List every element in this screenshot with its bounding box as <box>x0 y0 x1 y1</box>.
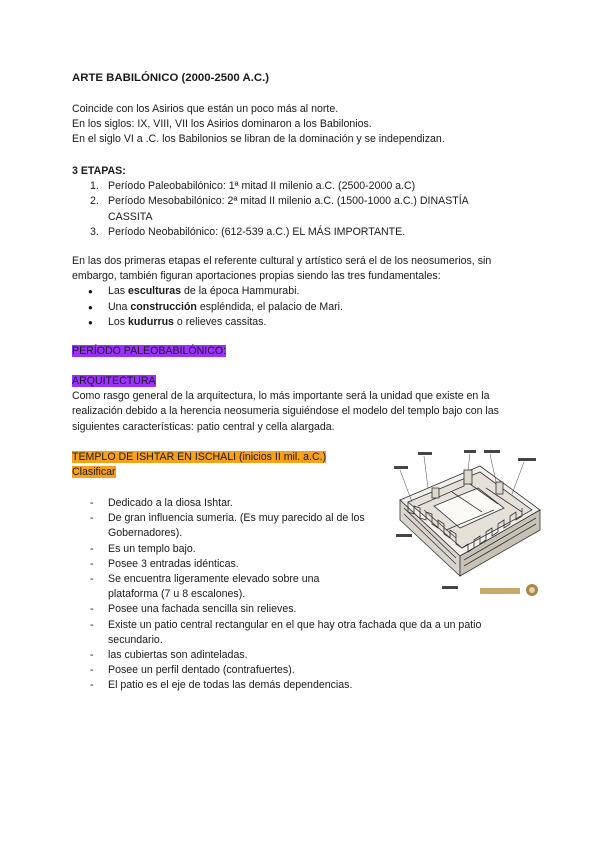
section-paleo <box>72 344 226 359</box>
temple-heading: TEMPLO DE ISHTAR EN ISCHALI (inicios II mil. a.C.) <box>72 451 327 463</box>
stage-item <box>72 194 512 224</box>
stage-text: Período Paleobabilónico: 1ª mitad II milenio a.C. (2500-2000 a.C) <box>108 180 416 193</box>
bullet-item <box>72 315 491 330</box>
intro-line: En los siglos: IX, VIII, VII los Asirios dominaron a los Babilonios. <box>72 118 372 131</box>
bullet-pre: Una <box>108 300 131 313</box>
stage-number: 2. <box>90 195 99 208</box>
feature-item <box>72 618 481 648</box>
feature-item <box>72 663 481 678</box>
influence-line: En las dos primeras etapas el referente cultural y artístico será el de los neosumerios, sin <box>72 255 492 267</box>
architecture-heading: ARQUITECTURA <box>72 375 156 387</box>
feature-line: Gobernadores). <box>108 527 183 540</box>
feature-item <box>72 678 481 693</box>
feature-line: - Es un templo bajo. <box>108 542 196 555</box>
influence-paragraph <box>72 254 491 330</box>
feature-line: - Posee un perfil dentado (contrafuertes). <box>108 664 295 677</box>
influence-bullets <box>72 284 491 330</box>
bullet-bold: construcción <box>130 300 197 313</box>
intro-paragraph <box>72 102 445 148</box>
temple-section <box>72 450 326 480</box>
stage-text: Período Neobabilónico: (612-539 a.C.) EL MÁS IMPORTANTE. <box>108 225 406 238</box>
feature-line: secundario. <box>108 633 163 646</box>
bullet-post: espléndida, el palacio de Mari. <box>196 300 343 313</box>
bullet-pre: Los <box>108 315 129 328</box>
feature-line: - Posee 3 entradas idénticas. <box>108 557 239 570</box>
classify-label: Clasificar <box>72 466 116 479</box>
architecture-line: Como rasgo general de la arquitectura, lo más importante será la unidad que existe en la <box>72 390 490 403</box>
document-title: ARTE BABILÓNICO (2000-2500 A.C.) <box>72 72 270 84</box>
temple-plan-illustration <box>394 448 544 606</box>
intro-line: Coincide con los Asirios que están un poco más al norte. <box>72 103 339 115</box>
stage-text: Período Mesobabilónico: 2ª mitad II milenio a.C. (1500-1000 a.C.) DINASTÍA CASSITA <box>108 195 469 223</box>
bullet-item <box>72 284 491 299</box>
intro-line: En el siglo VI a .C. los Babilonios se libran de la dominación y se independizan. <box>72 133 445 146</box>
stage-item <box>72 225 512 240</box>
feature-line: - Dedicado a la diosa Ishtar. <box>108 497 233 509</box>
architecture-line: realización debido a la herencia neosumeria siguiéndose el modelo del templo bajo con las <box>72 405 499 418</box>
stages-heading: 3 ETAPAS: <box>72 165 126 177</box>
bullet-bold: kudurrus <box>128 315 174 328</box>
feature-line: - De gran influencia sumeria. (Es muy parecido al de los <box>108 512 365 525</box>
feature-item <box>72 648 481 663</box>
feature-line: - El patio es el eje de todas las demás dependencias. <box>108 679 353 692</box>
stage-number: 1. <box>90 180 99 193</box>
bullet-pre: Las <box>108 285 129 298</box>
bullet-post: de la época Hammurabi. <box>181 285 300 298</box>
stages-list <box>72 179 512 240</box>
architecture-line: siguientes características: patio central y cella alargada. <box>72 420 335 433</box>
feature-line: - Existe un patio central rectangular en el que hay otra fachada que da a un patio <box>108 618 482 631</box>
stage-item <box>72 179 512 194</box>
stage-number: 3. <box>90 225 99 238</box>
bullet-bold: esculturas <box>128 285 182 298</box>
feature-line: - Se encuentra ligeramente elevado sobre una <box>108 573 320 586</box>
stages-section <box>72 164 512 240</box>
feature-line: plataforma (7 u 8 escalones). <box>108 588 246 601</box>
architecture-section <box>72 374 499 435</box>
feature-line: - Posee una fachada sencilla sin relieves. <box>108 603 297 616</box>
section-paleo-heading: PERÍODO PALEOBABILÓNICO: <box>72 345 227 357</box>
bullet-post: o relieves cassitas. <box>173 315 267 328</box>
influence-line: embargo, también figuran aportaciones propias siendo las tres fundamentales: <box>72 270 441 283</box>
bullet-item <box>72 300 491 315</box>
feature-line: - las cubiertas son adinteladas. <box>108 649 248 662</box>
